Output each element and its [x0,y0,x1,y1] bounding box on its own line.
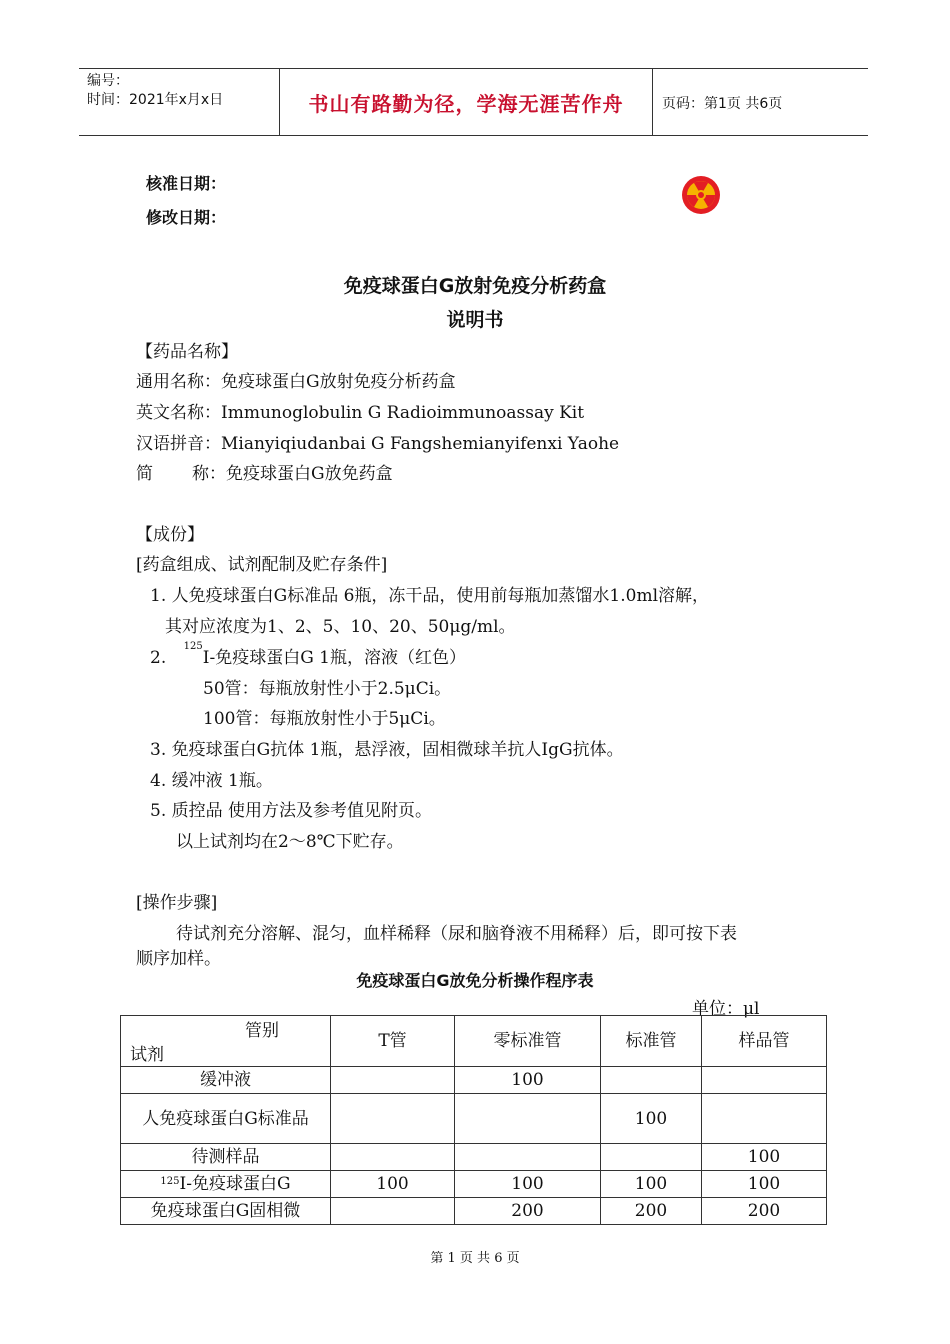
table-title: 免疫球蛋白G放免分析操作程序表 [356,971,594,990]
table-cell [702,1067,827,1094]
isotope-superscript: 125 [183,641,203,652]
short-name: 称：免疫球蛋白G放免药盒 [192,464,393,484]
table-cell [702,1094,827,1144]
row-label: 缓冲液 [121,1067,331,1094]
column-header: T管 [331,1016,455,1067]
table-cell: 200 [702,1198,827,1225]
table-cell [331,1198,455,1225]
composition-item-2-50: 50管：每瓶放射性小于2.5μCi。 [203,679,452,699]
header-page-label: 页码：第1页 共6页 [662,96,783,112]
composition-item-1: 1. 人免疫球蛋白G标准品 6瓶，冻干品，使用前每瓶加蒸馏水1.0ml溶解， [150,586,710,606]
page-footer: 第 1 页 共 6 页 [430,1251,520,1266]
section-heading-drug-name: 【药品名称】 [136,342,238,362]
table-row [121,1144,827,1171]
header-left [87,72,223,110]
pinyin-name: 汉语拼音：Mianyiqiudanbai G Fangshemianyifenxi Yaohe [136,434,620,454]
column-header: 样品管 [702,1016,827,1067]
table-cell: 200 [455,1198,601,1225]
header-bottom-rule [79,135,868,136]
row-label [121,1171,331,1198]
table-cell: 100 [702,1144,827,1171]
generic-name: 通用名称：免疫球蛋白G放射免疫分析药盒 [136,372,456,392]
table-cell: 100 [455,1171,601,1198]
header-time: 时间：2021年x月x日 [87,92,224,108]
doc-subtitle: 说明书 [446,309,504,331]
composition-item-5: 5. 质控品 使用方法及参考值见附页。 [150,801,433,821]
composition-subheading: [药盒组成、试剂配制及贮存条件] [136,555,388,575]
composition-item-2 [150,643,466,668]
table-cell [331,1094,455,1144]
item-text: I-免疫球蛋白G 1瓶，溶液（红色） [202,648,466,668]
table-header-row [121,1016,827,1067]
header-number: 编号： [87,73,129,89]
row-label: 人免疫球蛋白G标准品 [121,1094,331,1144]
header-top-rule [79,68,868,69]
corner-bottom-label: 试剂 [130,1045,164,1065]
doc-title: 免疫球蛋白G放射免疫分析药盒 [343,275,607,297]
composition-item-2-100: 100管：每瓶放射性小于5μCi。 [203,709,446,729]
composition-item-3: 3. 免疫球蛋白G抗体 1瓶，悬浮液，固相微球羊抗人IgG抗体。 [150,740,624,760]
column-header: 零标准管 [455,1016,601,1067]
procedure-table [120,1015,827,1225]
table-cell [455,1094,601,1144]
corner-top-label: 管别 [245,1021,279,1041]
table-cell [601,1144,702,1171]
table-cell: 100 [601,1094,702,1144]
row-label: 待测样品 [121,1144,331,1171]
table-cell: 100 [601,1171,702,1198]
table-unit: 单位：μl [692,999,760,1019]
row-label-text: I-免疫球蛋白G [179,1174,291,1194]
short-name-prefix: 简 [136,464,153,484]
storage-note: 以上试剂均在2～8℃下贮存。 [176,832,404,852]
table-cell [455,1144,601,1171]
radiation-logo-icon [681,175,721,215]
table-cell [601,1067,702,1094]
procedure-paragraph-cont: 顺序加样。 [136,949,221,969]
item-number: 2. [150,648,167,668]
table-cell: 100 [455,1067,601,1094]
row-label: 免疫球蛋白G固相微 [121,1198,331,1225]
table-cell: 100 [702,1171,827,1198]
table-row [121,1171,827,1198]
table-row [121,1198,827,1225]
table-row [121,1094,827,1144]
table-cell [331,1144,455,1171]
header-motto: 书山有路勤为径，学海无涯苦作舟 [308,92,624,116]
table-row [121,1067,827,1094]
table-corner-cell [121,1016,331,1067]
english-name: 英文名称：Immunoglobulin G Radioimmunoassay Kit [136,403,585,423]
column-header: 标准管 [601,1016,702,1067]
table-cell: 200 [601,1198,702,1225]
header-divider [652,68,653,136]
section-heading-procedure: [操作步骤] [136,893,218,913]
approve-date: 核准日期： [146,174,227,193]
table-cell [331,1067,455,1094]
composition-item-1-cont: 其对应浓度为1、2、5、10、20、50μg/ml。 [165,617,516,637]
table-cell: 100 [331,1171,455,1198]
section-heading-composition: 【成份】 [136,525,204,545]
composition-item-4: 4. 缓冲液 1瓶。 [150,771,273,791]
revise-date: 修改日期： [146,208,227,227]
isotope-superscript: 125 [160,1176,180,1187]
procedure-paragraph: 待试剂充分溶解、混匀，血样稀释（尿和脑脊液不用稀释）后，即可按下表 [176,924,737,944]
